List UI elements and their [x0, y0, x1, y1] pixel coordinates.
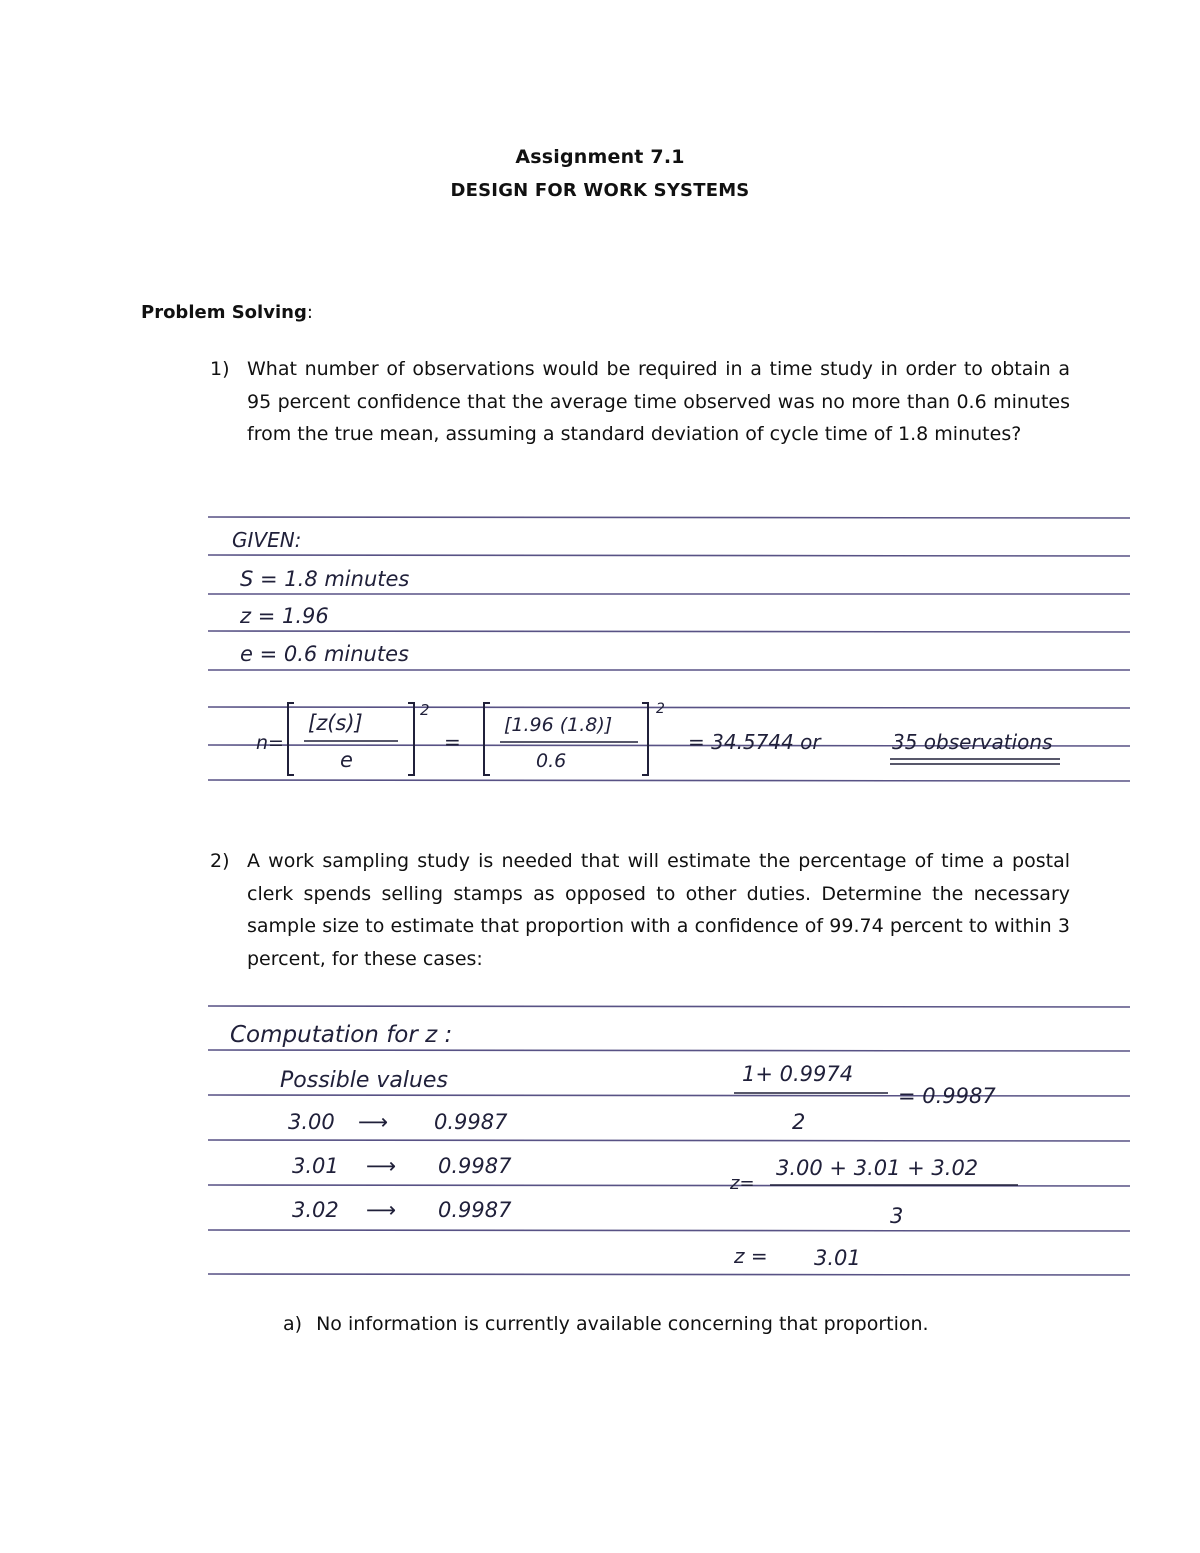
- subitem-a: [283, 1313, 929, 1335]
- computation-heading: Computation for z :: [230, 1022, 453, 1048]
- question-number: 2): [210, 850, 230, 872]
- given-z: z = 1.96: [240, 604, 329, 628]
- section-heading-colon: :: [306, 302, 313, 323]
- substitution-right-bracket: [642, 703, 648, 775]
- substitution-exponent: 2: [656, 701, 665, 717]
- question-2: [210, 845, 1070, 975]
- question-number: 1): [210, 358, 230, 380]
- question-text: A work sampling study is needed that will estimate the percentage of time a postal clerk spends selling stamps as opposed to other duties. Determine the necessary sample size to estimate that proportion with a confidence of 99.74 percent to within 3 percent, for these cases:: [247, 850, 1070, 970]
- value-row-arrow: ⟶: [366, 1198, 397, 1222]
- value-row-p: 0.9987: [438, 1154, 512, 1178]
- given-label: GIVEN:: [232, 528, 302, 552]
- z-final-value: 3.01: [814, 1246, 861, 1270]
- handwritten-solution-2: [208, 995, 1130, 1285]
- z-average-numerator: 3.00 + 3.01 + 3.02: [776, 1156, 979, 1180]
- page-title: Assignment 7.1: [515, 146, 685, 168]
- question-1: [210, 353, 1070, 451]
- formula-numerator: [z(s)]: [308, 711, 363, 735]
- question-text: What number of observations would be required in a time study in order to obtain a 95 percent confidence that the average time observed was no more than 0.6 minutes from the true mean, assuming a standard deviation of cycle time of 1.8 minutes?: [247, 358, 1070, 445]
- formula-exponent: 2: [420, 701, 430, 719]
- substitution-numerator: [1.96 (1.8)]: [504, 714, 613, 736]
- section-heading: [141, 302, 313, 323]
- value-row-arrow: ⟶: [358, 1110, 389, 1134]
- fraction-result: = 0.9987: [898, 1084, 996, 1108]
- page-subtitle: DESIGN FOR WORK SYSTEMS: [450, 180, 750, 201]
- value-row-p: 0.9987: [434, 1110, 508, 1134]
- formula-left-bracket: [288, 703, 294, 775]
- formula-right-bracket: [408, 703, 414, 775]
- fraction-numerator: 1+ 0.9974: [742, 1062, 854, 1086]
- subitem-text: No information is currently available concerning that proportion.: [316, 1313, 929, 1335]
- value-row-z: 3.01: [292, 1154, 339, 1178]
- z-average-label: z=: [730, 1173, 755, 1194]
- given-e: e = 0.6 minutes: [240, 642, 409, 666]
- handwritten-solution-1: [208, 505, 1130, 810]
- value-row-arrow: ⟶: [366, 1154, 397, 1178]
- value-row-p: 0.9987: [438, 1198, 512, 1222]
- section-heading-label: Problem Solving: [141, 302, 307, 323]
- substitution-left-bracket: [484, 703, 490, 775]
- fraction-denominator: 2: [792, 1110, 806, 1134]
- z-average-denominator: 3: [890, 1204, 904, 1228]
- given-s: S = 1.8 minutes: [240, 567, 410, 591]
- z-final-label: z =: [734, 1244, 768, 1268]
- value-row-z: 3.02: [292, 1198, 339, 1222]
- formula-n-label: n=: [256, 732, 284, 754]
- substitution-denominator: 0.6: [536, 750, 567, 772]
- subitem-label: a): [283, 1313, 303, 1335]
- result-value: = 34.5744 or: [688, 730, 821, 754]
- value-row-z: 3.00: [288, 1110, 335, 1134]
- possible-values-label: Possible values: [280, 1068, 448, 1093]
- final-answer: 35 observations: [892, 730, 1053, 754]
- formula-denominator: e: [340, 748, 353, 772]
- formula-equals: =: [444, 730, 461, 754]
